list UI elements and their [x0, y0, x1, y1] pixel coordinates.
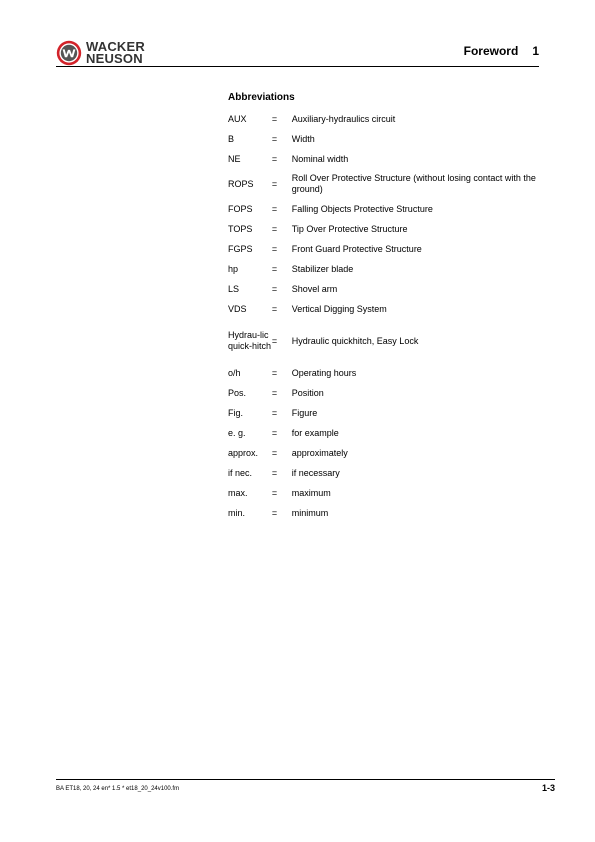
section-title: Abbreviations — [228, 92, 295, 103]
page-number: 1-3 — [541, 783, 555, 793]
abbreviation-term: max. — [228, 487, 248, 498]
abbreviation-row — [228, 319, 558, 363]
abbreviation-equals: = — [271, 387, 278, 398]
abbreviation-row — [228, 219, 558, 239]
abbreviation-definition: Position — [291, 387, 324, 398]
abbreviation-equals: = — [271, 467, 278, 478]
abbreviation-row — [228, 199, 558, 219]
abbreviation-equals: = — [271, 427, 278, 438]
page-header — [0, 0, 595, 80]
abbreviation-row — [228, 109, 558, 129]
abbreviation-equals: = — [271, 178, 278, 189]
abbreviation-term: if nec. — [228, 467, 253, 478]
abbreviation-definition: Front Guard Protective Structure — [291, 243, 422, 254]
abbreviations-section — [228, 92, 558, 523]
abbreviation-term: LS — [228, 283, 240, 294]
document-reference: BA ET18, 20, 24 en* 1.5 * et18_20_24v100.fm — [56, 786, 180, 792]
abbreviation-equals: = — [271, 243, 278, 254]
abbreviation-equals: = — [271, 367, 278, 378]
abbreviation-term: ROPS — [228, 178, 254, 189]
abbreviation-definition: Stabilizer blade — [291, 263, 354, 274]
abbreviation-term: e. g. — [228, 427, 246, 438]
abbreviation-equals: = — [271, 447, 278, 458]
abbreviation-definition: Figure — [291, 407, 318, 418]
wacker-neuson-logo-icon — [56, 40, 82, 66]
abbreviation-definition: Falling Objects Protective Structure — [291, 203, 433, 214]
abbreviation-row — [228, 279, 558, 299]
abbreviation-row — [228, 383, 558, 403]
chapter-title: Foreword — [463, 44, 519, 58]
abbreviation-term: Fig. — [228, 407, 244, 418]
abbreviation-term: min. — [228, 507, 246, 518]
abbreviation-equals: = — [271, 263, 278, 274]
abbreviations-table-body — [228, 109, 558, 523]
abbreviation-term: FGPS — [228, 243, 253, 254]
abbreviation-term: NE — [228, 153, 241, 164]
abbreviation-row — [228, 443, 558, 463]
abbreviation-row — [228, 503, 558, 523]
footer-divider — [56, 779, 555, 780]
abbreviation-row — [228, 299, 558, 319]
abbreviation-definition: Hydraulic quickhitch, Easy Lock — [291, 335, 419, 346]
abbreviation-definition: Vertical Digging System — [291, 303, 387, 314]
abbreviation-row — [228, 169, 558, 199]
abbreviation-definition: Operating hours — [291, 367, 357, 378]
abbreviation-definition: Shovel arm — [291, 283, 338, 294]
abbreviation-definition: for example — [291, 427, 339, 438]
abbreviation-row — [228, 363, 558, 383]
abbreviation-definition: if necessary — [291, 467, 340, 478]
abbreviation-term: approx. — [228, 447, 259, 458]
abbreviation-equals: = — [271, 507, 278, 518]
chapter-number: 1 — [532, 44, 539, 58]
abbreviation-definition: approximately — [291, 447, 348, 458]
abbreviation-equals: = — [271, 487, 278, 498]
abbreviations-table — [228, 109, 558, 523]
chapter-heading — [464, 44, 539, 58]
abbreviation-row — [228, 483, 558, 503]
brand-line-2: NEUSON — [86, 51, 143, 66]
abbreviation-equals: = — [271, 133, 278, 144]
abbreviation-definition: maximum — [291, 487, 331, 498]
abbreviation-row — [228, 149, 558, 169]
brand-wordmark — [86, 41, 145, 65]
abbreviation-equals: = — [271, 335, 278, 346]
abbreviation-term: FOPS — [228, 203, 253, 214]
abbreviation-row — [228, 239, 558, 259]
brand-line-1: WACKER — [86, 39, 145, 54]
abbreviation-term: VDS — [228, 303, 247, 314]
abbreviation-definition: Auxiliary-hydraulics circuit — [291, 113, 396, 124]
abbreviation-equals: = — [271, 407, 278, 418]
abbreviation-term: TOPS — [228, 223, 253, 234]
abbreviation-row — [228, 403, 558, 423]
brand-logo — [56, 40, 176, 66]
abbreviation-term: o/h — [228, 367, 241, 378]
abbreviation-definition: Width — [291, 133, 315, 144]
abbreviation-definition: Tip Over Protective Structure — [291, 223, 408, 234]
abbreviation-definition: minimum — [291, 507, 329, 518]
abbreviation-row — [228, 129, 558, 149]
abbreviation-term: hp — [228, 263, 239, 274]
abbreviation-definition: Nominal width — [291, 153, 349, 164]
abbreviation-equals: = — [271, 283, 278, 294]
abbreviation-equals: = — [271, 153, 278, 164]
header-divider — [56, 66, 539, 67]
abbreviation-row — [228, 463, 558, 483]
abbreviation-definition: Roll Over Protective Structure (without losing contact with the ground) — [291, 173, 536, 194]
abbreviation-row — [228, 259, 558, 279]
abbreviation-row — [228, 423, 558, 443]
abbreviation-equals: = — [271, 223, 278, 234]
abbreviation-equals: = — [271, 203, 278, 214]
abbreviation-term: B — [228, 133, 235, 144]
abbreviation-equals: = — [271, 303, 278, 314]
abbreviation-term: AUX — [228, 113, 247, 124]
abbreviation-term: Pos. — [228, 387, 247, 398]
abbreviation-equals: = — [271, 113, 278, 124]
abbreviation-term: Hydrau-lic quick-hitch — [228, 330, 272, 351]
